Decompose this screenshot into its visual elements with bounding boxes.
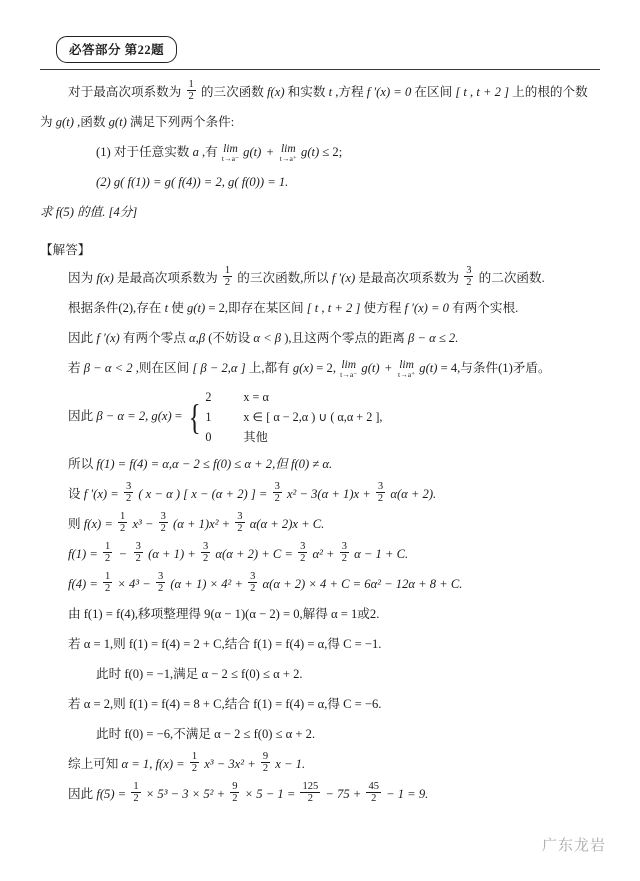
- problem-statement: [40, 77, 600, 227]
- limit-right: lim t→a⁺: [398, 358, 416, 380]
- fraction-nine-halves: $\frac{9}{2}$: [262, 750, 269, 774]
- section-badge: 必答部分 第22题: [56, 36, 177, 63]
- solution-para-11: 若 α = 1,则 f(1) = f(4) = 2 + C,结合 f(1) = f(4) = α,得 C = −1.: [68, 637, 382, 651]
- solution-para-4: 若 β − α < 2 ,则在区间 [ β − 2,α ] 上,都有 g(x) = 2, lim t→a⁻ g(t) + lim t→a⁺ g(t) = 4,与条件(1)矛盾。: [68, 358, 551, 380]
- solution-para-5: 所以 f(1) = f(4) = α,α − 2 ≤ f(0) ≤ α + 2,但 f(0) ≠ α.: [68, 457, 333, 471]
- fraction-three-halves: $\frac{3}{2}$: [377, 480, 384, 504]
- problem-question: 求 f(5) 的值. [4分]: [40, 205, 138, 219]
- piecewise-cases: [186, 387, 382, 447]
- fraction-nine-halves: $\frac{9}{2}$: [232, 780, 238, 804]
- fraction-three-halves: $\frac{3}{2}$: [160, 510, 166, 534]
- fraction-three-halves: $\frac{3}{2}$: [202, 540, 209, 564]
- fraction-one-half: $\frac{1}{2}$: [120, 510, 126, 534]
- solution-conclusion: 综上可知 α = 1, f(x) = $\frac{1}{2}$ x³ − 3x² + $\frac{9}{2}$ x − 1.: [68, 750, 306, 774]
- solution-para-1: 因为 f(x) 是最高次项系数为 $\frac{1}{2}$ 的三次函数,所以 f ′(x) 是最高次项系数为 $\frac{3}{2}$ 的二次函数.: [68, 264, 545, 288]
- solution-para-3: 因此 f ′(x) 有两个零点 α,β (不妨设 α < β ),且这两个零点的距离 β − α ≤ 2.: [68, 331, 459, 345]
- problem-condition-1: (1) 对于任意实数 a ,有 lim t→a⁻ g(t) + lim t→a⁺ g(t) ≤ 2;: [96, 142, 343, 164]
- solution-para-14: 此时 f(0) = −6,不满足 α − 2 ≤ f(0) ≤ α + 2.: [96, 727, 316, 741]
- fraction-three-halves: $\frac{3}{2}$: [125, 480, 132, 504]
- solution-para-2: 根据条件(2),存在 t 使 g(t) = 2,即存在某区间 [ t , t + 2 ] 使方程 f ′(x) = 0 有两个实根.: [68, 301, 519, 315]
- fraction-three-halves: $\frac{3}{2}$: [250, 570, 256, 594]
- solution-final-answer: 因此 f(5) = $\frac{1}{2}$ × 5³ − 3 × 5² + $\frac{9}{2}$ × 5 − 1 = $\frac{125}{2}$ − 75 + $\frac{45}{2}$ − 1 = 9.: [68, 780, 429, 804]
- fraction-one-half: $\frac{1}{2}$: [133, 780, 139, 804]
- solution-para-13: 若 α = 2,则 f(1) = f(4) = 8 + C,结合 f(1) = f(4) = α,得 C = −6.: [68, 697, 382, 711]
- case-row: 0 其他: [205, 430, 268, 444]
- limit-left: lim t→a⁻: [221, 142, 240, 164]
- problem-line-2: 为 g(t) ,函数 g(t) 满足下列两个条件:: [40, 115, 235, 129]
- left-brace-icon: {: [188, 396, 201, 437]
- fraction-one-half: $\frac{1}{2}$: [224, 264, 231, 288]
- header-divider: [40, 69, 600, 70]
- solution-body: [40, 263, 600, 809]
- limit-right: lim t→a⁺: [279, 142, 297, 164]
- fraction-three-halves: $\frac{3}{2}$: [300, 540, 306, 564]
- fraction-45-halves: $\frac{45}{2}$: [368, 780, 379, 804]
- fraction-one-half: $\frac{1}{2}$: [105, 570, 111, 594]
- fraction-three-halves: $\frac{3}{2}$: [466, 264, 472, 288]
- solution-label: 【解答】: [40, 243, 91, 257]
- problem-condition-2: (2) g( f(1)) = g( f(4)) = 2, g( f(0)) = 1.: [96, 175, 289, 189]
- solution-para-10: 由 f(1) = f(4),移项整理得 9(α − 1)(α − 2) = 0,解得 α = 1或2.: [68, 607, 380, 621]
- watermark: 广东龙岩: [541, 836, 606, 854]
- solution-para-12: 此时 f(0) = −1,满足 α − 2 ≤ f(0) ≤ α + 2.: [96, 667, 303, 681]
- fraction-three-halves: $\frac{3}{2}$: [341, 540, 347, 564]
- limit-left: lim t→a⁻: [340, 358, 358, 380]
- fraction-three-halves: $\frac{3}{2}$: [274, 480, 280, 504]
- solution-para-7: 则 f(x) = $\frac{1}{2}$ x³ − $\frac{3}{2}$ (α + 1)x² + $\frac{3}{2}$ α(α + 2)x + C.: [68, 510, 325, 534]
- case-row: 1 x ∈ [ α − 2,α ) ∪ ( α,α + 2 ],: [205, 410, 383, 424]
- fraction-three-halves: $\frac{3}{2}$: [157, 570, 164, 594]
- fraction-one-half: $\frac{1}{2}$: [188, 78, 194, 102]
- document-content: [40, 36, 600, 809]
- solution-para-9: f(4) = $\frac{1}{2}$ × 4³ − $\frac{3}{2}$ (α + 1) × 4² + $\frac{3}{2}$ α(α + 2) × 4 + C = 6α² − 12α + 8 + C.: [68, 570, 463, 594]
- solution-para-6: 设 f ′(x) = $\frac{3}{2}$ ( x − α ) [ x − (α + 2) ] = $\frac{3}{2}$ x² − 3(α + 1)x + $\frac{3}{2}$ α(α + 2).: [68, 480, 437, 504]
- section-header: [40, 36, 600, 70]
- fraction-three-halves: $\frac{3}{2}$: [237, 510, 243, 534]
- fraction-three-halves: $\frac{3}{2}$: [135, 540, 141, 564]
- solution-piecewise-definition: 因此 β − α = 2, g(x) = { 2 x = α 1 x ∈ [ α − 2,α ) ∪ ( α,α + 2 ], 0 其他: [40, 387, 600, 447]
- fraction-one-half: $\frac{1}{2}$: [105, 540, 111, 564]
- problem-line-1: 对于最高次项系数为 $\frac{1}{2}$ 的三次函数 f(x) 和实数 t ,方程 f ′(x) = 0 在区间 [ t , t + 2 ] 上的根的个数: [68, 78, 588, 102]
- fraction-one-half: $\frac{1}{2}$: [191, 750, 198, 774]
- case-row: 2 x = α: [205, 390, 269, 404]
- fraction-125-halves: $\frac{125}{2}$: [302, 780, 319, 804]
- solution-para-8: f(1) = $\frac{1}{2}$ − $\frac{3}{2}$ (α + 1) + $\frac{3}{2}$ α(α + 2) + C = $\frac{3}{2}$ α² + $\frac{3}{2}$ α − 1 + C.: [68, 540, 409, 564]
